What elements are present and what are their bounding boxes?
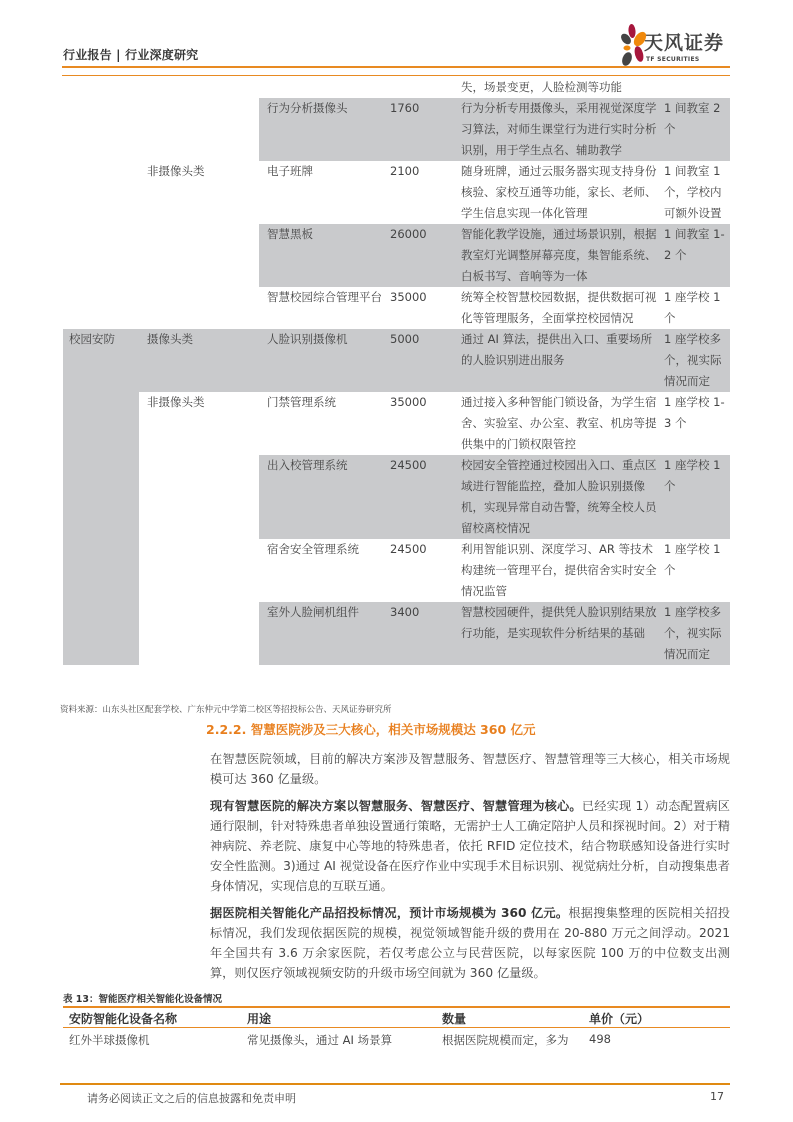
table-row <box>63 455 730 539</box>
cell-c4: 24500 <box>384 455 453 539</box>
cell-device: 红外半球摄像机 <box>69 1033 150 1047</box>
table-row <box>63 539 730 602</box>
column-header-quantity: 数量 <box>442 1012 467 1026</box>
cell-c2 <box>139 602 259 665</box>
paragraph-intro: 在智慧医院领域，目前的解决方案涉及智慧服务、智慧医疗、智慧管理等三大核心，相关市场规模可达 360 亿量级。 <box>210 752 730 786</box>
cell-c3: 门禁管理系统 <box>267 395 336 409</box>
cell-c2: 摄像头类 <box>139 329 259 392</box>
column-header-unit-price: 单价（元） <box>589 1012 650 1026</box>
cell-c3: 行为分析摄像头 <box>259 98 384 161</box>
cell-c4: 35000 <box>390 290 427 304</box>
cell-c6: 1 间教室 1 个，学校内可额外设置 <box>664 164 722 220</box>
cell-c6 <box>658 77 730 98</box>
cell-c5: 行为分析专用摄像头，采用视觉深度学习算法，对师生课堂行为进行实时分析识别，用于学生点名、辅助教学 <box>453 98 658 161</box>
cell-c6: 1 座学校 1-3 个 <box>664 395 725 430</box>
cell-c5: 利用智能识别、深度学习、AR 等技术构建统一管理平台，提供宿舍实时安全情况监管 <box>461 542 657 598</box>
cell-c5: 失，场景变更，人脸检测等功能 <box>461 80 622 94</box>
footer-divider <box>60 1083 730 1085</box>
paragraph-solutions-body: 已经实现 1）动态配置病区通行限制，针对特殊患者单独设置通行策略，无需护士人工确定陪护人员和探视时间。2）对于精神病院、养老院、康复中心等地的特殊患者，依托 RFID 定位技术，结合物联感知设备进行实时安全性监测。3)通过 AI 视觉设备在医疗作业中实现手术目标识别、视觉病灶分析，自动搜集患者身体情况，实现信息的互联互通。 <box>210 799 730 893</box>
cell-c4: 24500 <box>390 542 427 556</box>
cell-c5: 随身班牌，通过云服务器实现支持身份核验、家校互通等功能，家长、老师、学生信息实现一体化管理 <box>461 164 657 220</box>
cell-c1 <box>63 602 139 665</box>
cell-c2 <box>139 455 259 539</box>
cell-c5: 通过接入多种智能门锁设备，为学生宿舍、实验室、办公室、教室、机房等提供集中的门锁权限管控 <box>461 395 657 451</box>
table-row <box>63 161 730 224</box>
cell-c3: 室外人脸闸机组件 <box>259 602 384 665</box>
cell-c6: 1 间教室 2 个 <box>658 98 730 161</box>
table-source-note: 资料来源：山东头社区配套学校、广东仲元中学第二校区等招投标公告、天风证券研究所 <box>60 705 392 715</box>
paragraph-market-size-body: 根据搜集整理的医院相关招投标情况，我们发现依据医院的规模，视觉领域智能升级的费用在 20-880 万元之间浮动。2021 年全国共有 3.6 万余家医院，若仅考虑公立与民营医院，以每家医院 100 万的中位数支出测算，则仅医疗领域视频安防的升级市场空间就为 360 亿量级。 <box>210 906 730 980</box>
cell-c4: 26000 <box>384 224 453 287</box>
table-row <box>63 77 730 98</box>
cell-c4: 2100 <box>390 164 420 178</box>
cell-c4: 5000 <box>384 329 453 392</box>
table-row <box>63 224 730 287</box>
paragraph-market-size <box>210 903 730 983</box>
cell-c4: 3400 <box>384 602 453 665</box>
cell-c3: 智慧黑板 <box>259 224 384 287</box>
report-category-title: 行业报告 | 行业深度研究 <box>63 48 199 62</box>
cell-c5: 校园安全管控通过校园出入口、重点区域进行智能监控，叠加人脸识别摄像机，实现异常自动告警，统筹全校人员留校离校情况 <box>453 455 658 539</box>
cell-c3: 宿舍安全管理系统 <box>267 542 359 556</box>
table-row <box>63 329 730 392</box>
cell-c1 <box>63 287 139 329</box>
cell-c6: 1 座学校多个，视实际情况而定 <box>658 602 730 665</box>
cell-c1 <box>63 455 139 539</box>
page-number: 17 <box>710 1090 724 1103</box>
cell-c4: 1760 <box>384 98 453 161</box>
paragraph-solutions-lead: 现有智慧医院的解决方案以智慧服务、智慧医疗、智慧管理为核心。 <box>210 799 582 813</box>
cell-c1: 校园安防 <box>63 329 139 392</box>
cell-c6: 1 座学校 1 个 <box>664 542 721 577</box>
table-row <box>63 98 730 161</box>
cell-c5: 智慧校园硬件，提供凭人脸识别结果放行功能，是实现软件分析结果的基础 <box>453 602 658 665</box>
cell-c5: 通过 AI 算法，提供出入口、重要场所的人脸识别进出服务 <box>453 329 658 392</box>
cell-c2 <box>139 287 259 329</box>
campus-devices-table <box>63 77 730 665</box>
cell-c4: 35000 <box>390 395 427 409</box>
cell-c2 <box>139 77 259 98</box>
table-row <box>63 392 730 455</box>
cell-c1 <box>63 539 139 602</box>
cell-c5: 统筹全校智慧校园数据，提供数据可视化等管理服务，全面掌控校园情况 <box>461 290 657 325</box>
cell-c2 <box>139 539 259 602</box>
cell-c2 <box>139 98 259 161</box>
cell-c6: 1 座学校多个，视实际情况而定 <box>658 329 730 392</box>
paragraph-market-size-lead: 据医院相关智能化产品招投标情况，预计市场规模为 360 亿元。 <box>210 906 569 920</box>
cell-c4 <box>384 77 453 98</box>
table-row <box>63 287 730 329</box>
table-row <box>63 602 730 665</box>
cell-c1 <box>63 161 139 224</box>
cell-c3: 人脸识别摄像机 <box>259 329 384 392</box>
cell-c3: 智慧校园综合管理平台 <box>267 290 382 304</box>
paragraph-solutions <box>210 796 730 896</box>
section-heading: 2.2.2. 智慧医院涉及三大核心，相关市场规模达 360 亿元 <box>206 722 536 737</box>
cell-c3: 出入校管理系统 <box>259 455 384 539</box>
logo-brand-subtitle: TF SECURITIES <box>646 56 700 63</box>
table-top-rule <box>63 1006 730 1008</box>
table-caption: 表 13：智能医疗相关智能化设备情况 <box>63 994 223 1005</box>
header-divider <box>62 66 730 68</box>
cell-c1 <box>63 392 139 455</box>
cell-unit-price: 498 <box>589 1032 611 1046</box>
cell-c3 <box>259 77 384 98</box>
column-header-usage: 用途 <box>247 1012 272 1026</box>
cell-c1 <box>63 224 139 287</box>
cell-c6: 1 座学校 1 个 <box>658 455 730 539</box>
cell-c2 <box>139 224 259 287</box>
header-divider-thin <box>62 75 730 76</box>
cell-c1 <box>63 98 139 161</box>
cell-quantity: 根据医院规模而定，多为 <box>442 1033 569 1047</box>
cell-c5: 智能化教学设施，通过场景识别，根据教室灯光调整屏幕亮度，集智能系统、白板书写、音响等为一体 <box>453 224 658 287</box>
footer-disclaimer: 请务必阅读正文之后的信息披露和免责申明 <box>87 1092 296 1105</box>
cell-c1 <box>63 77 139 98</box>
column-header-device: 安防智能化设备名称 <box>69 1012 178 1026</box>
cell-c2: 非摄像头类 <box>147 164 205 178</box>
cell-c6: 1 间教室 1-2 个 <box>658 224 730 287</box>
cell-c6: 1 座学校 1 个 <box>664 290 721 325</box>
cell-c2: 非摄像头类 <box>147 395 205 409</box>
cell-c3: 电子班牌 <box>267 164 313 178</box>
logo-brand-name: 天风证券 <box>644 32 725 54</box>
table-header-rule <box>63 1027 730 1028</box>
cell-usage: 常见摄像头，通过 AI 场景算 <box>247 1033 393 1047</box>
